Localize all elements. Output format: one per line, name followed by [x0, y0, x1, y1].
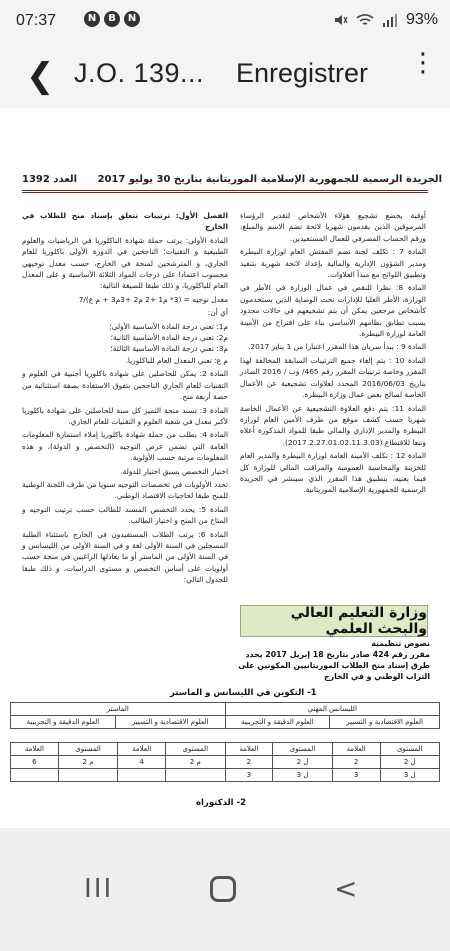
table-cell — [118, 769, 166, 782]
table-subhead: العلوم الدقيقة و التجريبية — [225, 716, 330, 729]
table-cell: ل 3 — [380, 769, 440, 782]
signal-icon — [382, 12, 398, 28]
table-group: الماستر — [11, 703, 226, 716]
paragraph: المادة الأولى: يرتب حملة شهادة الباكلوريا في الرياضيات والعلوم الطبيعية و التقنيات؛ الناجحين في الدورة الأولى باكلوريا للعام الجاري، و المترشحين لمنحة في الخارج، حسب معدل توجيهي محسوب اعتمادا على درجات المواد الثلاثة الأساسية و على المعدل العام للباكلوريا، و ذلك طبقا للصيغة التالية: — [22, 235, 228, 291]
table-subhead: العلوم الاقتصادية و التسيير — [115, 716, 225, 729]
table-cell — [11, 769, 59, 782]
paragraph: أوقية يخضع تشجيع هؤلاء الأشخاص لتقدير الرؤساء المرموقين الذين يقدمون شهريا لائحة تضم الاسم والمبلغ، ورقم الحساب المصرفي للعمال المستفيدين. — [240, 211, 426, 243]
app-bar — [0, 44, 450, 108]
table-cell: م 2 — [166, 756, 226, 769]
right-column — [240, 210, 426, 498]
paragraph: تحدد الأولويات في تخصصات التوجيه سنويا من طرف اللجنة الوطنية للمنح طبقا لحاجيات الاقتصاد الوطني. — [22, 479, 228, 501]
table-cell: العلامة — [332, 743, 380, 756]
battery-level: 93% — [405, 11, 438, 28]
gazette-header — [22, 174, 442, 185]
notification-icon: N — [124, 11, 140, 27]
home-button[interactable] — [210, 876, 236, 902]
notification-icons — [84, 11, 140, 27]
table-cell: 4 — [118, 756, 166, 769]
section-heading: 1- التكوين في الليسانس و الماستر — [170, 688, 317, 698]
table-cell: المستوى — [58, 743, 118, 756]
table-cell: المستوى — [273, 743, 333, 756]
table-cell: العلامة — [118, 743, 166, 756]
page-title: J.O. 139... — [74, 58, 205, 88]
paragraph: المادة 5: يحدد التخصص المسند للطالب حسب ترتيب التوجيه و المتاح من المنح و اختيار الطالب. — [22, 504, 228, 526]
table-cell: المستوى — [380, 743, 440, 756]
table-subhead: العلوم الاقتصادية و التسيير — [330, 716, 440, 729]
table-cell: ل 3 — [273, 769, 333, 782]
table-cell: م 2 — [58, 756, 118, 769]
header-divider — [22, 190, 428, 193]
table-cell — [166, 769, 226, 782]
formula: معدل توجيه = (3* م1 +2 م2 +3م3 + م ع)/7 — [78, 294, 228, 304]
paragraph: المادة 12 : تكلف الأمينة العامة لوزارة البيطرة والمدير العام للخزينة والمحاسبة العمومية والمراقب المالي للوزارة كل فيما يعنيه، بتطبيق هذا المقرر الذي سينشر في الجريدة الرسمية للجمهورية الإسلامية الموريتانية. — [240, 451, 427, 495]
status-bar — [0, 0, 450, 44]
table-cell — [58, 769, 118, 782]
paragraph: م1: تعني درجة المادة الأساسية الأولى؛ — [109, 321, 228, 331]
table-cell: 6 — [11, 756, 59, 769]
paragraph: المادة 8: نظرا للنقص في عمال الوزارة في الأطر في الوزارة، الأطر العليا للإدارات تحت الوصاية الذين يستخدمون كأشخاص مرجعين يمكن أن يتم تشجيعهم في حالات محدود بسبب تطابق نظامهم الأساسي بناء على اقتراح من الأمينة العامة لوزارة البيطرة. — [240, 283, 426, 339]
notification-icon: N — [84, 11, 100, 27]
wifi-icon — [356, 12, 374, 28]
paragraph: المادة 10 : يتم إلغاء جميع الترتيبات السابقة المخالفة لهذا المقرر وخاصة ترتيبات المقرر رقم 465/ وب / 2016 الصادر بتاريخ 2016/06/03 المحدد لعلاوات تشجيعية عن الأعمال الخاصة لصالح بعض عمال وزارة البيطرة. — [240, 355, 426, 400]
table-cell: 3 — [225, 769, 273, 782]
left-column — [22, 210, 228, 588]
grants-table-body — [10, 742, 440, 782]
decree-title — [235, 638, 430, 682]
table-cell: 3 — [332, 769, 380, 782]
paragraph: م2: تعني درجة المادة الأساسية الثانية؛ — [110, 333, 228, 343]
section-heading: 2- الدكتوراه — [196, 798, 246, 808]
table-cell: ل 2 — [273, 756, 333, 769]
paragraph: المادة 3: تسند منحة التميز كل سنة للحاصلين على شهادة باكلوريا لأكبر معدل في شعبة العلوم و التقنيات للعام الجاري. — [22, 405, 228, 426]
status-time: 07:37 — [16, 12, 57, 29]
navigation-bar — [0, 828, 450, 951]
decree-text: مقرر رقم 424 صادر بتاريخ 18 إبريل 2017 يحدد طرق إسناد منح الطلاب الموريتانيين المكونين على التراب الوطني و في الخارج — [238, 650, 430, 681]
chapter-heading: الفصل الأول: ترتيبات تتعلق بإسناد منح للطلاب في الخارج — [22, 211, 228, 232]
table-cell: المستوى — [166, 743, 226, 756]
status-right — [332, 11, 438, 29]
back-icon[interactable]: ❮ — [26, 56, 55, 96]
paragraph: اختيار التخصص يسبق اختيار للدولة. — [120, 466, 228, 476]
table-cell: 2 — [332, 756, 380, 769]
table-cell: ل 2 — [380, 756, 440, 769]
recents-button[interactable]: III — [84, 872, 114, 903]
pdf-page[interactable] — [0, 108, 450, 828]
decree-label: نصوص تنظيمية — [371, 639, 430, 648]
nav-back-button[interactable]: < — [334, 872, 358, 905]
more-menu-icon[interactable]: ⋮ — [410, 48, 436, 78]
paragraph: المادة 9 : يبدأ سريان هذا المقرر اعتبارا من 1 يناير 2017. — [248, 342, 426, 352]
gazette-issue: العدد 1392 — [22, 174, 78, 185]
paragraph: المادة 11: يتم دفع العلاوة التشجيعية عن الأعمال الخاصة شهريا حسب كشف موقع من طرف الأمين العام لوزارة البيطرة والمدير الإداري والمالي طبقا للمواد المذكورة أعلاه وتبعا للاقتطاع (2017.2.27.01.02.11.3.03). — [240, 403, 427, 447]
save-button[interactable]: Enregistrer — [236, 58, 369, 88]
table-cell: 2 — [225, 756, 273, 769]
mute-icon — [332, 12, 348, 28]
paragraph: المادة 4: يطلب من حملة شهادة باكلوريا إملاء استمارة المعلومات العامة التي تضمن عرض التوجيه (التخصص و الدولة)، و هذه المعلومات مرتبة حسب الأولوية. — [22, 430, 229, 463]
paragraph: المادة 7 : تكلف لجنة تضم المفتش العام لوزارة البيطرة ومدير الشؤون الإدارية والمالية بإعداد لائحة شهرية بتنفيذ وتطبيق اللوائح مع مبدأ العلاوات. — [240, 247, 427, 280]
paragraph: المادة 2: يمكن للحاصلين على شهادة باكلوريا أجنبية في العلوم و التقنيات للعام الجاري الناجحين بتفوق الاستفادة بصفة استثنائية من حصة أربعة منح. — [22, 369, 229, 402]
paragraph: م3: تعني درجة المادة الأساسية الثالثة؛ — [110, 344, 228, 354]
paragraph: أي أن: — [207, 308, 228, 318]
table-cell: العلامة — [225, 743, 273, 756]
table-group: الليسانس المهني — [225, 703, 439, 716]
paragraph: م ع: تعني المعدل العام للباكلوريا. — [125, 355, 228, 365]
gazette-title: الجريدة الرسمية للجمهورية الإسلامية الموريتانية بتاريخ 30 يوليو 2017 — [97, 174, 442, 185]
grants-table-header — [10, 702, 440, 729]
table-cell: العلامة — [11, 743, 59, 756]
notification-icon: B — [104, 11, 120, 27]
table-subhead: العلوم الدقيقة و التجريبية — [11, 716, 116, 729]
ministry-banner: وزارة التعليم العالي والبحث العلمي — [240, 605, 428, 637]
paragraph: المادة 6: يرتب الطلاب المستفيدون في الخارج باستثناء الطلبة المسجلين في السنة الأولى لغة و في السنة الأولى من الليسانس و في السنة الأولى من الماستر أو ما يعادلها الراغبين في منحة حسب أولويات على أساس التخصص و مستوى الدراسات، و ذلك طبقا للجدول التالي: — [22, 529, 229, 585]
